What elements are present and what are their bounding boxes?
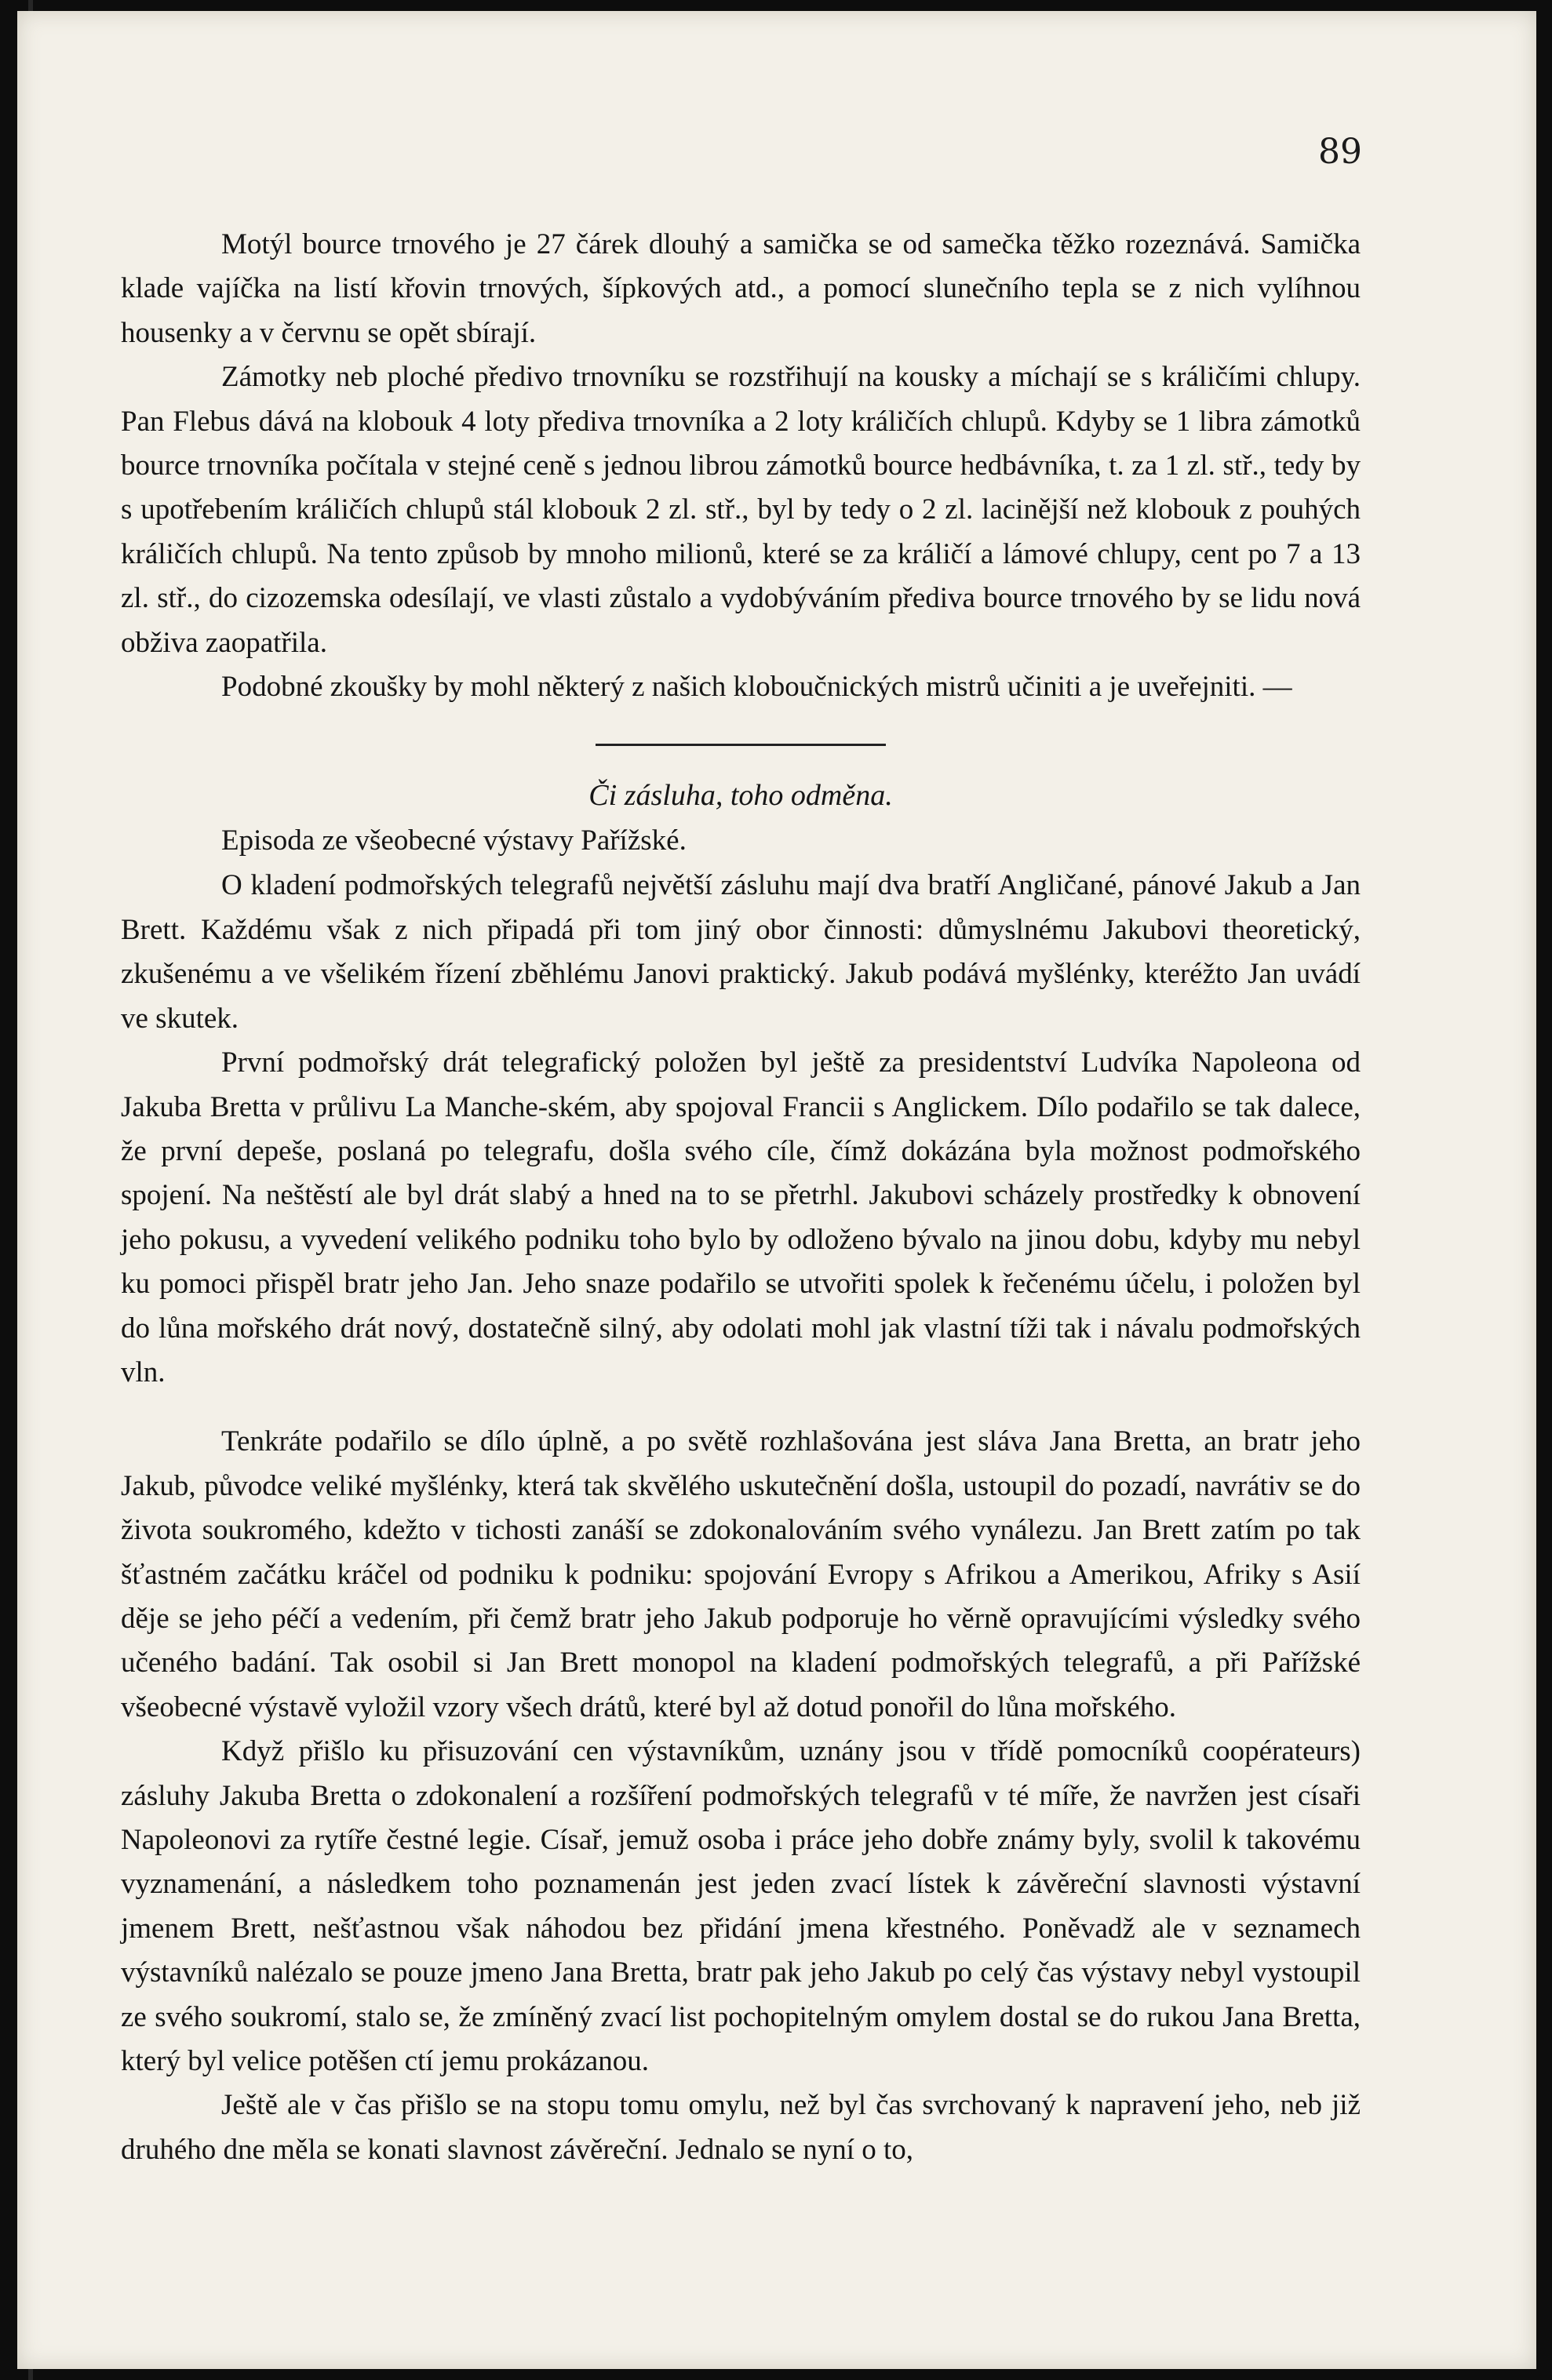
paragraph-zamotky: Zámotky neb ploché předivo trnovníku se rozstřihují na kousky a míchají se s králičími chlupy. Pan Flebus dává na klobouk 4 loty přediva trnovníka a 2 loty králičích chlupů. Kdyby se 1 libra zámotků bource trnovníka počítala v stejné ceně s jednou librou zámotků bource hedbávníka, t. za 1 zl. stř., tedy by s upotřebením králičích chlupů stál klobouk 2 zl. stř., byl by tedy o 2 zl. lacinější než klobouk z pouhých králičích chlupů. Na tento způsob by mnoho milionů, které se za králičí a lámové chlupy, cent po 7 a 13 zl. stř., do cizozemska odesílají, ve vlasti zůstalo a vydobýváním přediva bource trnového by se lidu nová obživa zaopatřila. [121, 361, 1361, 659]
section-divider [596, 744, 886, 746]
paragraph-tenkrate: Tenkráte podařilo se dílo úplně, a po světě rozhlašována jest sláva Jana Bretta, an bratr jeho Jakub, původce veliké myšlénky, která tak skvělého uskutečnění došla, ustoupil do pozadí, navrátiv se do života soukromého, kdežto v tichosti zanáší se zdokonalováním svého vynálezu. Jan Brett zatím po tak šťastném začátku kráčel od podniku k podniku: spojování Evropy s Afrikou a Amerikou, Afriky s Asií děje se jeho péčí a vedením, při čemž bratr jeho Jakub podporuje ho věrně opravujícími výsledky svého učeného badání. Tak osobil si Jan Brett monopol na kladení podmořských telegrafů, a při Pařížské všeobecné výstavě vyložil vzory všech drátů, které byl až dotud ponořil do lůna mořského. [121, 1425, 1361, 1723]
paragraph-prvni-drat: První podmořský drát telegrafický položen byl ještě za presidentství Ludvíka Napoleona od Jakuba Bretta v průlivu La Manche-ském, aby spojoval Francii s Anglickem. Dílo podařilo se tak dalece, že první depeše, poslaná po telegrafu, došla svého cíle, čímž dokázána byla možnost podmořského spojení. Na neštěstí ale byl drát slabý a hned na to se přetrhl. Jakubovi scházely prostředky k obnovení jeho pokusu, a vyvedení velikého podniku toho bylo by odloženo bývalo na jinou dobu, kdyby mu nebyl ku pomoci přispěl bratr jeho Jan. Jeho snaze podařilo se utvořiti spolek k řečenému účelu, i položen byl do lůna mořského drát nový, dostatečně silný, aby odolati mohl jak vlastní tíži tak i návalu podmořských vln. [121, 1046, 1361, 1388]
paragraph-zkousky: Podobné zkoušky by mohl některý z našich kloboučnických mistrů učiniti a je uveřejniti. — [221, 671, 1292, 704]
page-number: 89 [1318, 132, 1362, 172]
page-text [121, 223, 1361, 2172]
paragraph-prisuzovani: Když přišlo ku přisuzování cen výstavníkům, uznány jsou v třídě pomocníků coopérateurs) zásluhy Jakuba Bretta o zdokonalení a rozšíření podmořských telegrafů v té míře, že navržen jest císaři Napoleonovi za rytíře čestné legie. Císař, jemuž osoba i práce jeho dobře známy byly, svolil k takovému vyznamenání, a následkem toho poznamenán jest jeden zvací lístek k závěreční slavnosti výstavní jmenem Brett, nešťastnou však náhodou bez přidání jmena křestného. Poněvadž ale v seznamech výstavníků nalézalo se pouze jmeno Jana Bretta, bratr pak jeho Jakub po celý čas výstavy nebyl vystoupil ze svého soukromí, stalo se, že zmíněný zvací list pochopitelným omylem dostal se do rukou Jana Bretta, který byl velice potěšen ctí jemu prokázanou. [121, 1735, 1361, 2078]
article-subtitle: Episoda ze všeobecné výstavy Pařížské. [221, 824, 687, 857]
paragraph-omyl: Ještě ale v čas přišlo se na stopu tomu omylu, než byl čas svrchovaný k napravení jeho, neb již druhého dne měla se konati slavnost závěreční. Jednalo se nyní o to, [121, 2089, 1361, 2166]
paragraph-kladeni: O kladení podmořských telegrafů největší zásluhu mají dva bratří Angličané, pánové Jakub a Jan Brett. Každému však z nich připadá při tom jiný obor činnosti: důmyslnému Jakubovi theoretický, zkušenému a ve všelikém řízení zběhlému Janovi praktický. Jakub podává myšlénky, kteréžto Jan uvádí ve skutek. [121, 869, 1361, 1035]
paragraph-motyl: Motýl bource trnového je 27 čárek dlouhý a samička se od samečka těžko rozeznává. Samička klade vajíčka na listí křovin trnových, šípkových atd., a pomocí slunečního tepla se z nich vylíhnou housenky a v červnu se opět sbírají. [121, 228, 1361, 349]
article-title: Či zásluha, toho odměna. [588, 779, 893, 813]
